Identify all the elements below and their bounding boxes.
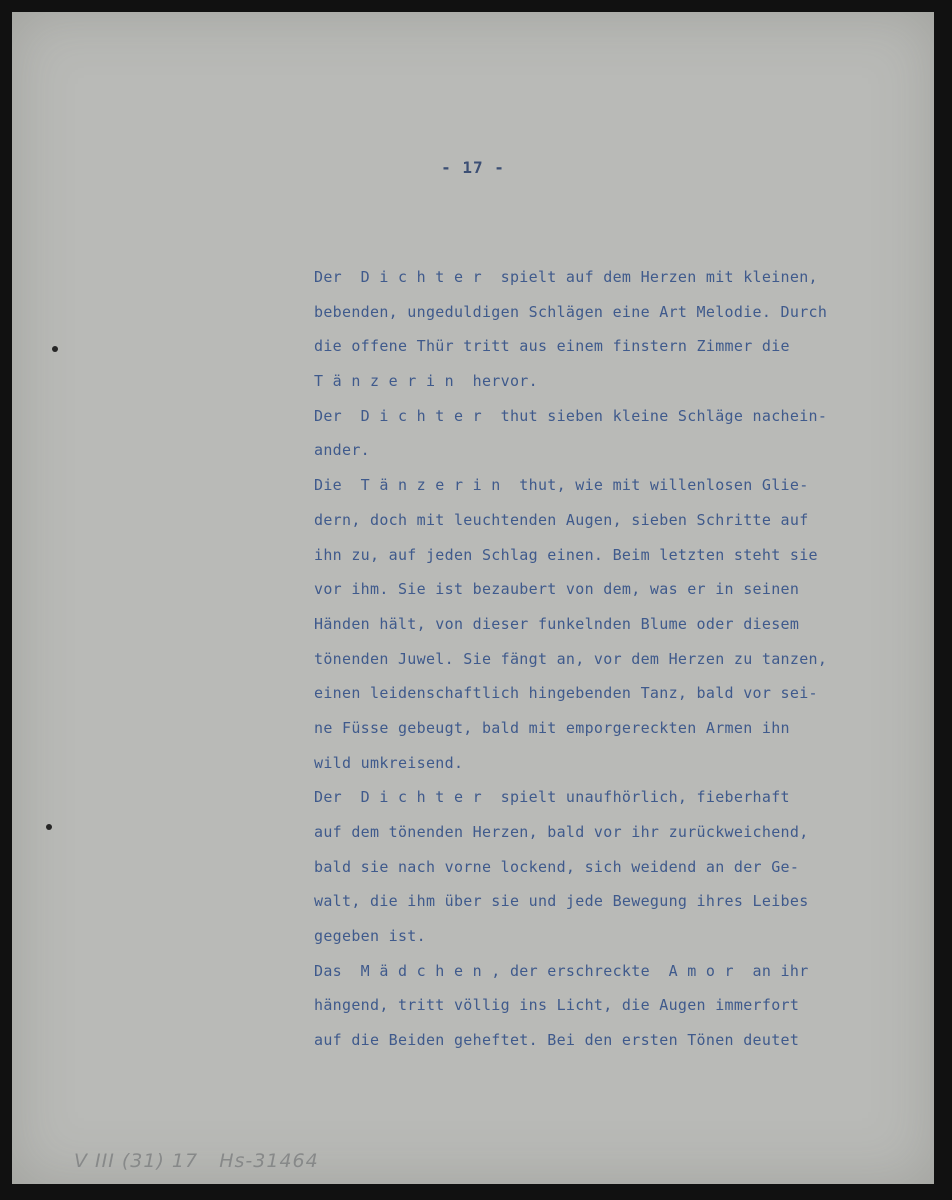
text-line: Händen hält, von dieser funkelnden Blume oder diesem <box>314 614 800 633</box>
page-number: - 17 - <box>441 158 505 177</box>
text-line: bebenden, ungeduldigen Schlägen eine Art Melodie. Durch <box>314 302 828 321</box>
punch-hole <box>46 824 52 830</box>
text-line: bald sie nach vorne lockend, sich weidend an der Ge- <box>314 857 800 876</box>
typed-text-block <box>314 260 904 1058</box>
text-line: tönenden Juwel. Sie fängt an, vor dem Herzen zu tanzen, <box>314 649 828 668</box>
text-line: vor ihm. Sie ist bezaubert von dem, was er in seinen <box>314 580 800 599</box>
archive-annotation: V III (31) 17 Hs-31464 <box>74 1150 319 1172</box>
text-line: hängend, tritt völlig ins Licht, die Augen immerfort <box>314 996 800 1015</box>
text-line: wild umkreisend. <box>314 753 464 772</box>
text-line: Die T ä n z e r i n thut, wie mit willenlosen Glie- <box>314 476 809 495</box>
punch-hole <box>52 346 58 352</box>
text-line: Das M ä d c h e n , der erschreckte A m o r an ihr <box>314 961 809 980</box>
text-line: Der D i c h t e r spielt auf dem Herzen mit kleinen, <box>314 268 818 286</box>
text-line: die offene Thür tritt aus einem finstern Zimmer die <box>314 337 790 356</box>
text-line: dern, doch mit leuchtenden Augen, sieben Schritte auf <box>314 510 809 529</box>
text-line: ne Füsse gebeugt, bald mit emporgereckten Armen ihn <box>314 718 790 737</box>
text-line: T ä n z e r i n hervor. <box>314 372 538 391</box>
text-line: walt, die ihm über sie und jede Bewegung ihres Leibes <box>314 892 809 911</box>
text-line: ander. <box>314 441 370 460</box>
text-line: Der D i c h t e r spielt unaufhörlich, fieberhaft <box>314 788 790 807</box>
text-line: ihn zu, auf jeden Schlag einen. Beim letzten steht sie <box>314 545 818 564</box>
text-line: auf dem tönenden Herzen, bald vor ihr zurückweichend, <box>314 823 809 841</box>
text-line: einen leidenschaftlich hingebenden Tanz, bald vor sei- <box>314 684 818 703</box>
text-line: gegeben ist. <box>314 927 426 946</box>
text-line: auf die Beiden geheftet. Bei den ersten Tönen deutet <box>314 1031 800 1050</box>
document-page <box>12 12 934 1184</box>
text-line: Der D i c h t e r thut sieben kleine Schläge nachein- <box>314 406 828 425</box>
